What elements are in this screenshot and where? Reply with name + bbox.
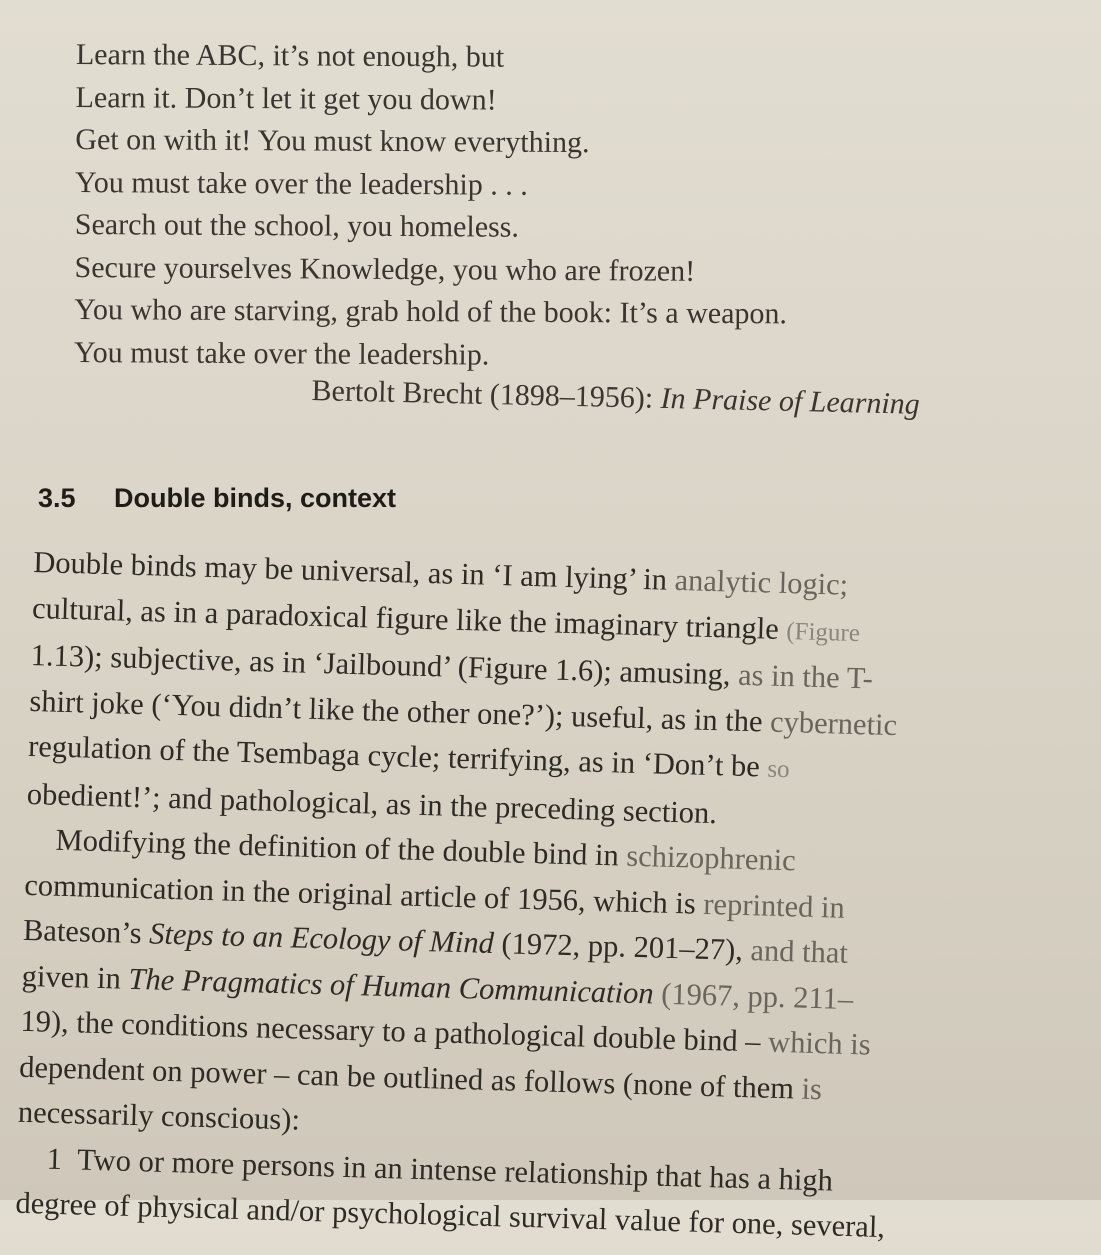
text-run: (1967, pp. 211–	[653, 975, 854, 1016]
list-item-line: degree of physical and/or psychological survival value for one, several,	[15, 1185, 886, 1245]
poem-line: You must take over the leadership . . .	[74, 165, 528, 202]
text-run: (1972, pp. 201–27),	[493, 926, 752, 968]
book-title: Steps to an Ecology of Mind	[148, 916, 495, 960]
attribution-author: Bertolt Brecht (1898–1956):	[311, 374, 662, 415]
text-run: as in the T-	[737, 657, 874, 696]
section-heading	[38, 483, 396, 514]
poem-line: Search out the school, you homeless.	[74, 207, 520, 244]
poem-line: Learn it. Don’t let it get you down!	[75, 80, 497, 117]
text-run: Two or more persons in an intense relationship that has a high	[76, 1141, 834, 1198]
paragraph-line: obedient!’; and pathological, as in the preceding section.	[26, 776, 718, 830]
paragraph-line: necessarily conscious):	[17, 1094, 301, 1137]
text-run: schizophrenic	[625, 838, 797, 878]
text-run: analytic logic;	[674, 562, 849, 602]
list-item-number: 1	[46, 1141, 63, 1176]
text-run: and that	[750, 933, 849, 970]
book-title: The Pragmatics of Human Communication	[128, 961, 655, 1010]
text-run: 19), the conditions necessary to a pathological double bind –	[20, 1003, 769, 1059]
text-run: regulation of the Tsembaga cycle; terrifying, as in ‘Don’t be	[27, 728, 768, 784]
poem-line: Get on with it! You must know everything.	[75, 122, 590, 160]
text-run: cybernetic	[769, 704, 898, 742]
section-number: 3.5	[38, 483, 76, 513]
poem-line: You who are starving, grab hold of the book: It’s a weapon.	[74, 292, 788, 331]
attribution-work-title: In Praise of Learning	[660, 381, 921, 421]
text-run: Modifying the definition of the double bind in	[55, 822, 627, 873]
text-run: Bateson’s	[22, 912, 150, 951]
poem-attribution	[311, 374, 920, 422]
section-title: Double binds, context	[114, 483, 397, 513]
text-run: communication in the original article of 1956, which is	[23, 867, 704, 921]
text-run: reprinted in	[702, 886, 846, 925]
text-run: (Figure	[785, 617, 861, 647]
text-run: given in	[21, 958, 130, 996]
text-run: Double binds may be universal, as in ‘I am lying’ in	[32, 544, 676, 597]
text-run: 1.13); subjective, as in ‘Jailbound’ (Figure 1.6); amusing,	[30, 637, 739, 692]
text-run: shirt joke (‘You didn’t like the other one?’); useful, as in the	[29, 683, 771, 739]
text-run: so	[767, 755, 791, 784]
poem-line: Learn the ABC, it’s not enough, but	[75, 37, 505, 74]
text-run: is	[801, 1071, 823, 1106]
poem-epigraph	[74, 34, 1036, 380]
body-text	[15, 540, 1074, 1255]
text-run: which is	[767, 1024, 872, 1062]
poem-line: Secure yourselves Knowledge, you who are frozen!	[74, 250, 696, 288]
text-run: dependent on power – can be outlined as follows (none of them	[18, 1049, 803, 1106]
poem-line: You must take over the leadership.	[73, 335, 490, 372]
text-run: cultural, as in a paradoxical figure like the imaginary triangle	[31, 590, 787, 646]
